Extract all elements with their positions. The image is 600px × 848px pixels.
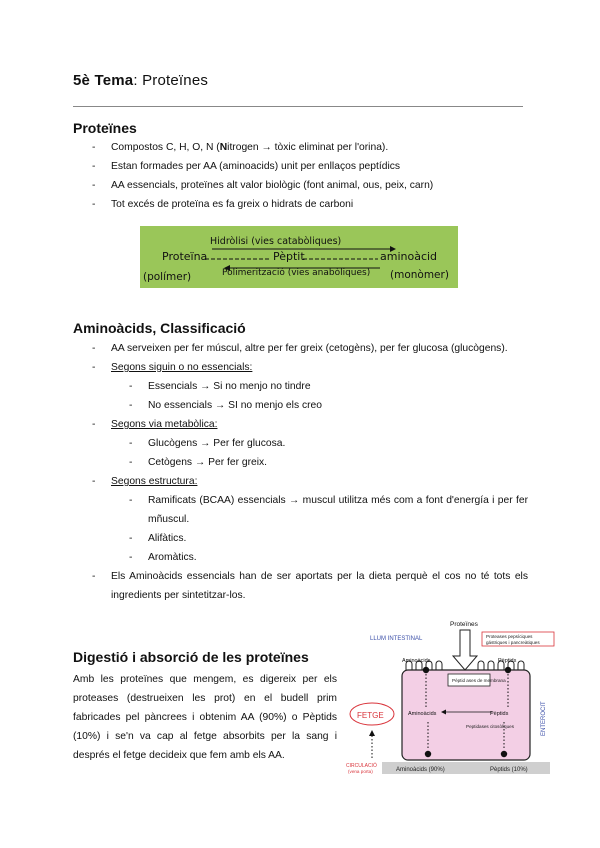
list-item: - Tot excés de proteïna es fa greix o hidrats de carboni xyxy=(92,195,532,214)
polimeritzacio-label: Polimerització (vies anabòliques) xyxy=(222,268,371,278)
list-item: - Glucògens → Per fer glucosa. xyxy=(129,434,528,453)
membrane-peptidase-label: Pèptid ases de membrana xyxy=(452,678,506,683)
list-item: - Alifàtics. xyxy=(129,529,528,548)
bottom-aminoacids-label: Aminoàcids (90%) xyxy=(396,767,445,773)
vena-porta-label: (vena porta) xyxy=(348,769,373,774)
aminoacids-list xyxy=(92,339,528,605)
peptids-mid-label: Pèptids xyxy=(490,711,509,717)
hydrolysis-diagram xyxy=(140,226,458,288)
enzymes-line2: gástriques i pancreàtiques xyxy=(486,640,540,645)
list-item: - AA serveixen per fer múscul, altre per fer greix (cetogèns), per fer glucosa (glucògens). xyxy=(92,339,528,358)
list-item: - AA essencials, proteïnes alt valor biològic (font animal, ous, peix, carn) xyxy=(92,176,532,195)
enzymes-line1: Proteases pepsíciques xyxy=(486,634,533,639)
enterocit-label: ENTEROCIT xyxy=(541,701,547,736)
intake-arrow xyxy=(453,630,477,670)
list-item: - Essencials → Si no menjo no tindre xyxy=(129,377,528,396)
monomer-label: (monòmer) xyxy=(390,269,449,281)
digestion-figure xyxy=(342,618,557,776)
list-item: - Segons estructura: - Ramificats (BCAA) essencials → muscul utilitza més com a font d'energía i per fer mñuscul. - Alifàtics. - Aromàtics. xyxy=(92,472,528,567)
aminoacids-top-label: Aminoàcids xyxy=(402,658,431,664)
list-item: - Els Aminoàcids essencials han de ser aportats per la dieta perquè el cos no té tots els ingredients per sintetitzar-los. xyxy=(92,567,528,605)
proteines-list xyxy=(92,138,532,214)
circulacio-label: CIRCULACIÓ xyxy=(346,763,377,769)
list-item: - Estan formades per AA (aminoacids) unit per enllaços peptídics xyxy=(92,157,532,176)
aminoacid-label: aminoàcid xyxy=(380,250,438,263)
list-item: - Segons via metabòlica: - Glucògens → Per fer glucosa. - Cetògens → Per fer greix. xyxy=(92,415,528,472)
section-heading-aminoacids: Aminoàcids, Classificació xyxy=(73,320,246,336)
cytosolic-label: Peptidases citosòliques xyxy=(466,724,515,729)
sub-list xyxy=(111,377,528,415)
lumen-label: LLUM INTESTINAL xyxy=(370,636,423,642)
list-item: - No essencials → SI no menjo els creo xyxy=(129,396,528,415)
proteines-label: Proteïnes xyxy=(450,621,478,628)
fetge-arrow-head xyxy=(369,730,375,736)
list-item: - Cetògens → Per fer greix. xyxy=(129,453,528,472)
peptids-top-label: Pèptids xyxy=(498,658,517,664)
hydrolysis-label: Hidròlisi (vies catabòliques) xyxy=(210,236,342,247)
polimer-label: (polímer) xyxy=(143,271,192,283)
bottom-peptids-label: Pèptids (10%) xyxy=(490,767,528,773)
digestion-paragraph: Amb les proteïnes que mengem, es digereix per els proteases (destrueixen les prot) en el budell prim fabricades pel pàncrees i obtenim AA (90%) o Pèptids (10%) i se'n va cap al fetge absorbits per la sang i després el fetge decideix que fem amb els AA. xyxy=(73,674,337,761)
sub-list xyxy=(111,434,528,472)
fetge-label: FETGE xyxy=(357,711,384,720)
aminoacids-mid-label: Aminoàcids xyxy=(408,711,437,717)
section-heading-proteines: Proteïnes xyxy=(73,120,137,136)
title-divider xyxy=(73,106,523,107)
sub-list xyxy=(111,491,528,567)
list-item: - Compostos C, H, O, N (Nitrogen → tòxic eliminat per l'orina). xyxy=(92,138,532,157)
list-item: - Aromàtics. xyxy=(129,548,528,567)
proteina-label: Proteïna xyxy=(162,250,208,263)
list-item: - Ramificats (BCAA) essencials → muscul utilitza més com a font d'energía i per fer mñuscul. xyxy=(129,491,528,529)
section-heading-digestio: Digestió i absorció de les proteïnes xyxy=(73,649,309,665)
peptit-label: Pèptit xyxy=(273,250,305,263)
page-title: 5è Tema: Proteïnes xyxy=(73,72,209,89)
list-item: - Segons siguin o no essencials: - Essencials → Si no menjo no tindre - No essencials → SI no menjo els creo xyxy=(92,358,528,415)
